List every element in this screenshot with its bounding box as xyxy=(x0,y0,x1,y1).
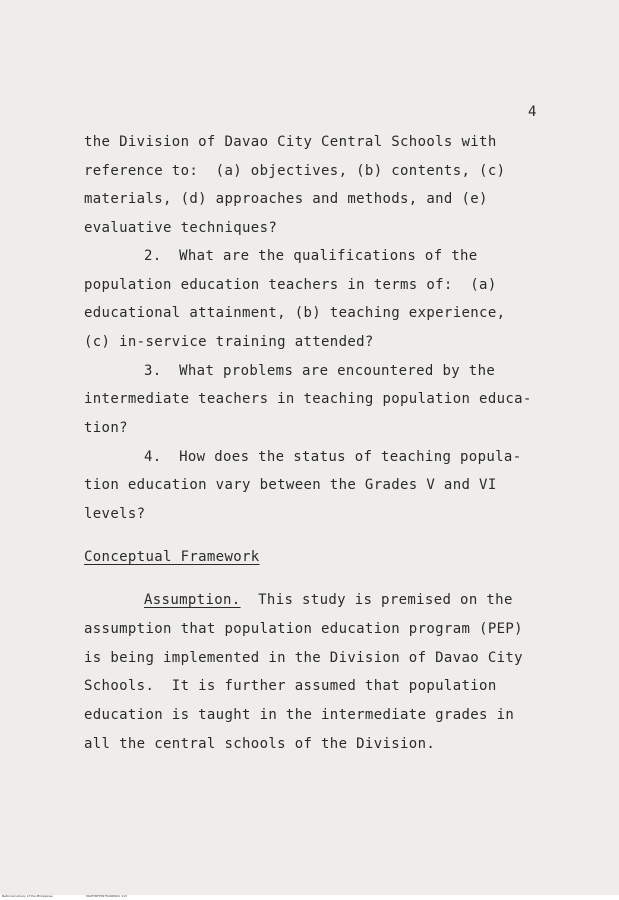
text-line: tion? xyxy=(84,420,128,436)
text-line: intermediate teachers in teaching population educa- xyxy=(84,391,532,407)
paragraph-first-rest: This study is premised on the xyxy=(240,592,513,608)
text-line: population education teachers in terms of: (a) xyxy=(84,277,497,293)
footer-right: MGHTRTTP9751RDR01 113 xyxy=(86,894,127,898)
text-line: 2. What are the qualifications of the xyxy=(144,248,478,264)
paragraph-lead: Assumption. xyxy=(144,592,241,608)
footer-strip xyxy=(0,895,619,900)
text-line: 3. What problems are encountered by the xyxy=(144,363,496,379)
text-line: Schools. It is further assumed that population xyxy=(84,678,497,694)
text-line: reference to: (a) objectives, (b) contents, (c) xyxy=(84,163,506,179)
text-line: tion education vary between the Grades V and VI xyxy=(84,477,497,493)
text-line: levels? xyxy=(84,506,146,522)
text-line: materials, (d) approaches and methods, and (e) xyxy=(84,191,488,207)
text-line: all the central schools of the Division. xyxy=(84,736,436,752)
text-line: is being implemented in the Division of Davao City xyxy=(84,650,523,666)
text-line: education is taught in the intermediate grades in xyxy=(84,707,515,723)
text-line: 4. How does the status of teaching popula- xyxy=(144,449,522,465)
footer-left: National Library of the Philippines xyxy=(2,894,53,898)
text-line: assumption that population education program (PEP) xyxy=(84,621,523,637)
text-line: (c) in-service training attended? xyxy=(84,334,374,350)
page-number: 4 xyxy=(528,104,537,120)
section-heading: Conceptual Framework xyxy=(84,549,260,565)
text-line: evaluative techniques? xyxy=(84,220,278,236)
text-line: the Division of Davao City Central Schools with xyxy=(84,134,497,150)
text-line: educational attainment, (b) teaching experience, xyxy=(84,305,506,321)
paragraph-first-line xyxy=(144,592,513,608)
